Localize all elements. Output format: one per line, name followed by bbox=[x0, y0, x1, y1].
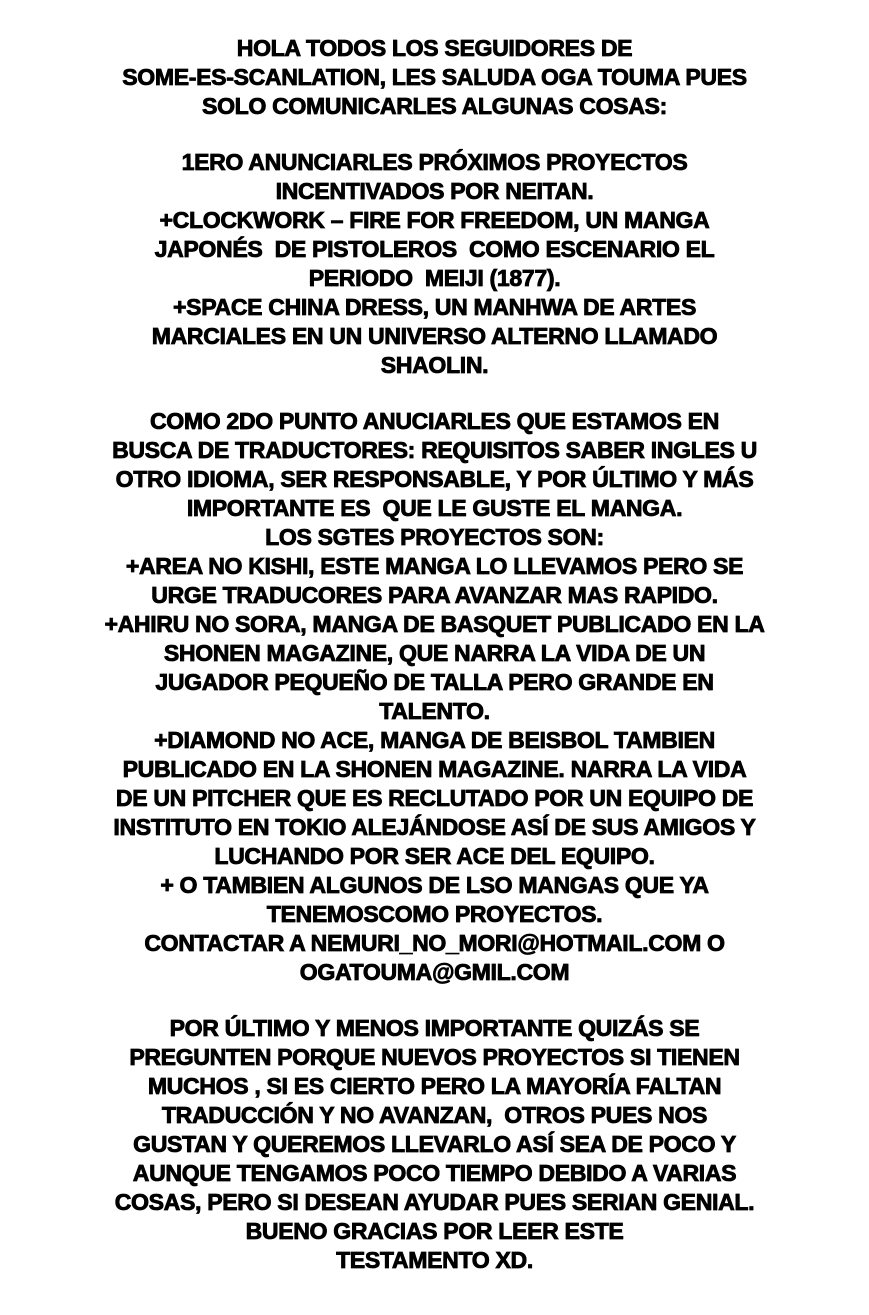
text-line: TENEMOSCOMO PROYECTOS. bbox=[266, 901, 603, 927]
text-line: 1ERO ANUNCIARLES PRÓXIMOS PROYECTOS bbox=[181, 149, 688, 175]
text-line: BUENO GRACIAS POR LEER ESTE bbox=[245, 1218, 624, 1244]
announcement-text bbox=[64, 34, 805, 1275]
text-line: TALENTO. bbox=[379, 698, 490, 724]
text-line: SOLO COMUNICARLES ALGUNAS COSAS: bbox=[202, 93, 667, 119]
text-line: +SPACE CHINA DRESS, UN MANHWA DE ARTES bbox=[173, 294, 696, 320]
text-line: HOLA TODOS LOS SEGUIDORES DE bbox=[236, 35, 633, 61]
text-line: +AHIRU NO SORA, MANGA DE BASQUET PUBLICADO EN LA bbox=[104, 611, 765, 637]
text-line: JAPONÉS DE PISTOLEROS COMO ESCENARIO EL bbox=[154, 236, 715, 262]
text-line: +AREA NO KISHI, ESTE MANGA LO LLEVAMOS PERO SE bbox=[125, 553, 744, 579]
text-line: DE UN PITCHER QUE ES RECLUTADO POR UN EQUIPO DE bbox=[115, 785, 754, 811]
text-line: URGE TRADUCORES PARA AVANZAR MAS RAPIDO. bbox=[151, 582, 718, 608]
text-line: SHAOLIN. bbox=[380, 352, 489, 378]
text-line: JUGADOR PEQUEÑO DE TALLA PERO GRANDE EN bbox=[155, 669, 714, 695]
text-line: MUCHOS , SI ES CIERTO PERO LA MAYORÍA FALTAN bbox=[147, 1073, 722, 1099]
text-line: MARCIALES EN UN UNIVERSO ALTERNO LLAMADO bbox=[151, 323, 718, 349]
text-line: GUSTAN Y QUEREMOS LLEVARLO ASÍ SEA DE POCO Y bbox=[133, 1131, 736, 1157]
text-line: PERIODO MEIJI (1877). bbox=[308, 265, 561, 291]
text-line: OGATOUMA@GMIL.COM bbox=[299, 959, 570, 985]
text-line: INSTITUTO EN TOKIO ALEJÁNDOSE ASÍ DE SUS AMIGOS Y bbox=[113, 814, 756, 840]
paragraph bbox=[64, 1014, 805, 1275]
text-line: OTRO IDIOMA, SER RESPONSABLE, Y POR ÚLTIMO Y MÁS bbox=[115, 466, 754, 492]
text-line: + O TAMBIEN ALGUNOS DE LSO MANGAS QUE YA bbox=[160, 872, 709, 898]
text-line: AUNQUE TENGAMOS POCO TIEMPO DEBIDO A VARIAS bbox=[132, 1160, 737, 1186]
text-line: LOS SGTES PROYECTOS SON: bbox=[265, 524, 604, 550]
text-line: +CLOCKWORK – FIRE FOR FREEDOM, UN MANGA bbox=[159, 207, 710, 233]
text-line: BUSCA DE TRADUCTORES: REQUISITOS SABER INGLES U bbox=[112, 437, 757, 463]
text-line: CONTACTAR A NEMURI_NO_MORI@HOTMAIL.COM O bbox=[144, 930, 725, 956]
text-line: PUBLICADO EN LA SHONEN MAGAZINE. NARRA LA VIDA bbox=[122, 756, 747, 782]
text-line: COMO 2DO PUNTO ANUCIARLES QUE ESTAMOS EN bbox=[149, 408, 719, 434]
text-line: INCENTIVADOS POR NEITAN. bbox=[275, 178, 594, 204]
text-line: TESTAMENTO XD. bbox=[336, 1247, 533, 1273]
text-line: TRADUCCIÓN Y NO AVANZAN, OTROS PUES NOS bbox=[161, 1102, 708, 1128]
text-line: COSAS, PERO SI DESEAN AYUDAR PUES SERIAN GENIAL. bbox=[114, 1189, 755, 1215]
text-line: SOME-ES-SCANLATION, LES SALUDA OGA TOUMA PUES bbox=[122, 64, 747, 90]
text-line: LUCHANDO POR SER ACE DEL EQUIPO. bbox=[214, 843, 655, 869]
paragraph bbox=[64, 407, 805, 987]
text-line: PREGUNTEN PORQUE NUEVOS PROYECTOS SI TIENEN bbox=[129, 1044, 740, 1070]
text-line: SHONEN MAGAZINE, QUE NARRA LA VIDA DE UN bbox=[163, 640, 706, 666]
text-line: IMPORTANTE ES QUE LE GUSTE EL MANGA. bbox=[186, 495, 683, 521]
text-line: +DIAMOND NO ACE, MANGA DE BEISBOL TAMBIEN bbox=[154, 727, 715, 753]
text-line: POR ÚLTIMO Y MENOS IMPORTANTE QUIZÁS SE bbox=[169, 1015, 700, 1041]
paragraph bbox=[64, 34, 805, 121]
paragraph bbox=[64, 148, 805, 380]
